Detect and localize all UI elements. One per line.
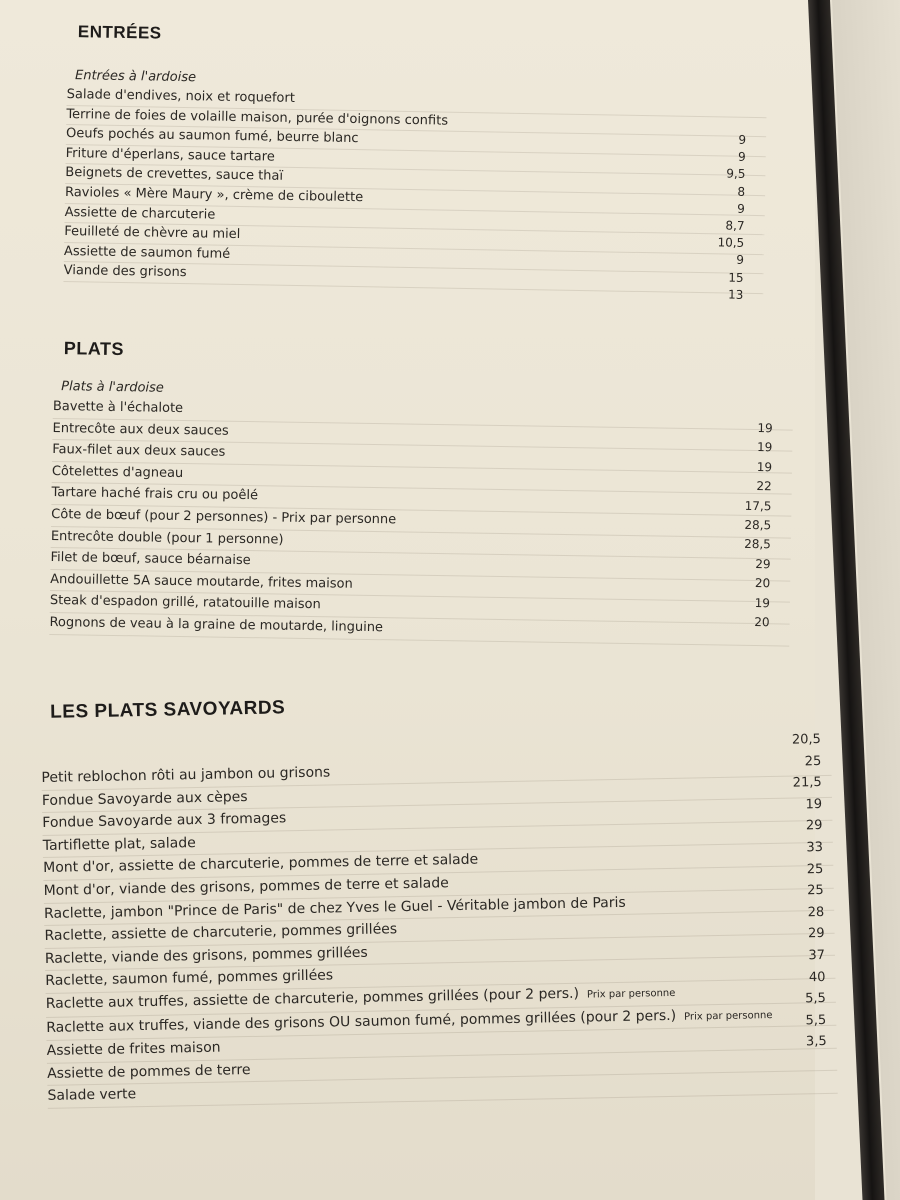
menu-item: Assiette de charcuterie <box>64 204 764 236</box>
menu-item-price: 33 <box>806 839 824 856</box>
menu-item-name: Assiette de pommes de terre <box>46 1061 251 1082</box>
menu-item-price: 13 <box>727 287 744 302</box>
menu-item-price: 37 <box>808 947 826 964</box>
menu-item-name: Salade verte <box>47 1086 137 1105</box>
section-savoyards <box>40 687 838 1109</box>
menu-item-price: 9,5 <box>726 166 746 182</box>
menu-item-name: Mont d'or, viande des grisons, pommes de terre et salade <box>43 875 449 899</box>
menu-item: Steak d'espadon grillé, ratatouille maison <box>50 591 790 624</box>
menu-item: Tartare haché frais cru ou poêlé <box>51 483 791 516</box>
menu-item: Andouillette 5A sauce moutarde, frites maison <box>50 570 790 603</box>
menu-item: Salade d'endives, noix et roquefort <box>67 86 767 118</box>
section-entrees <box>63 22 767 302</box>
menu-item: Friture d'éperlans, sauce tartare <box>66 145 766 177</box>
section-heading-plats: PLATS <box>63 338 125 360</box>
menu-item-price: 15 <box>728 270 744 285</box>
menu-item: Faux-filet aux deux sauces <box>52 440 792 473</box>
menu-item-price: 28 <box>807 904 825 921</box>
menu-item: Feuilleté de chèvre au miel <box>64 223 764 255</box>
menu-item-price: 28,5 <box>744 517 772 533</box>
section-heading-savoyards: LES PLATS SAVOYARDS <box>49 697 286 723</box>
menu-item-price: 9 <box>737 201 745 216</box>
menu-item-price: 9 <box>736 253 745 268</box>
menu-item-price: 25 <box>807 883 824 899</box>
entrees-item-list <box>63 86 766 294</box>
menu-item: Ravioles « Mère Maury », crème de ciboulette <box>65 184 765 216</box>
menu-item: Filet de bœuf, sauce béarnaise <box>50 548 790 581</box>
menu-item-name: Raclette aux truffes, assiette de charcuterie, pommes grillées (pour 2 pers.) <box>45 985 580 1012</box>
menu-item: Côtelettes d'agneau <box>52 462 792 495</box>
menu-item-price: 8 <box>737 184 746 199</box>
plats-price-list <box>709 418 772 632</box>
menu-item-name: Fondue Savoyarde aux 3 fromages <box>42 810 287 832</box>
section-heading-entrees: ENTRÉES <box>77 22 162 43</box>
menu-item-price: 19 <box>754 595 771 610</box>
menu-item-price: 21,5 <box>792 775 822 791</box>
menu-item-price: 19 <box>756 459 773 475</box>
menu-item-name: Raclette, assiette de charcuterie, pommes grillées <box>44 921 398 945</box>
menu-item-name: Mont d'or, assiette de charcuterie, pommes de terre et salade <box>43 851 479 877</box>
menu-item-price: 9 <box>737 149 746 165</box>
menu-item: Viande des grisons <box>63 262 763 294</box>
menu-item: Terrine de foies de volaille maison, purée d'oignons confits <box>66 106 766 138</box>
menu-item: Beignets de crevettes, sauce thaï <box>65 164 765 196</box>
menu-item-price: 5,5 <box>805 1012 827 1029</box>
menu-item-name: Fondue Savoyarde aux cèpes <box>41 788 248 809</box>
menu-item-name: Raclette aux truffes, viande des grisons OU saumon fumé, pommes grillées (pour 2 pers.) <box>46 1007 677 1036</box>
menu-item-name: Petit reblochon rôti au jambon ou grisons <box>41 764 331 786</box>
menu-item-price: 10,5 <box>717 235 745 251</box>
menu-item-price: 25 <box>804 753 822 769</box>
menu-item-note: Prix par personne <box>684 1009 773 1023</box>
menu-item: Entrecôte aux deux sauces <box>52 419 792 452</box>
entrees-subheading: Entrées à l'ardoise <box>74 68 197 86</box>
menu-item-price: 19 <box>757 421 773 436</box>
menu-item-price: 22 <box>756 479 772 494</box>
savoyards-item-list <box>41 753 837 1109</box>
entrees-price-list <box>683 131 746 304</box>
menu-item-price: 28,5 <box>744 537 771 552</box>
menu-item: Entrecôte double (pour 1 personne) <box>51 527 791 560</box>
menu-item-price: 8,7 <box>725 218 745 233</box>
menu-item-price: 25 <box>806 861 824 877</box>
menu-item-note: Prix par personne <box>586 987 676 1001</box>
menu-item: Côte de bœuf (pour 2 personnes) - Prix par personne <box>51 505 791 538</box>
menu-item: Rognons de veau à la graine de moutarde, linguine <box>49 613 789 646</box>
menu-item-price: 17,5 <box>744 498 772 513</box>
menu-item-price: 9 <box>738 132 747 147</box>
menu-item-price: 20 <box>754 576 771 591</box>
menu-item-price: 19 <box>805 796 823 813</box>
section-plats <box>49 338 794 646</box>
menu-item-price: 19 <box>756 440 773 455</box>
menu-item: Bavette à l'échalote <box>53 397 793 430</box>
menu-item-price: 40 <box>808 969 826 985</box>
menu-item-name: Raclette, jambon "Prince de Paris" de chez Yves le Guel - Véritable jambon de Paris <box>43 894 626 922</box>
menu-item-price: 29 <box>807 926 825 942</box>
menu-item-price: 20,5 <box>791 732 822 748</box>
menu-item-price: 29 <box>755 556 771 572</box>
menu-item-name: Assiette de frites maison <box>46 1039 221 1060</box>
menu-item-price: 5,5 <box>805 991 826 1007</box>
menu-item-price: 20 <box>754 615 770 630</box>
savoyards-price-list <box>741 729 827 1054</box>
plats-subheading: Plats à l'ardoise <box>61 379 164 396</box>
menu-item-name: Tartiflette plat, salade <box>42 834 196 854</box>
menu-item-name: Raclette, viande des grisons, pommes grillées <box>44 944 368 967</box>
menu-item-price: 29 <box>805 818 823 834</box>
menu-item: Assiette de saumon fumé <box>64 243 764 275</box>
menu-item-price: 3,5 <box>805 1034 827 1050</box>
plats-item-list <box>49 397 793 646</box>
menu-item: Oeufs pochés au saumon fumé, beurre blanc <box>66 125 766 157</box>
menu-item-name: Raclette, saumon fumé, pommes grillées <box>45 967 334 990</box>
